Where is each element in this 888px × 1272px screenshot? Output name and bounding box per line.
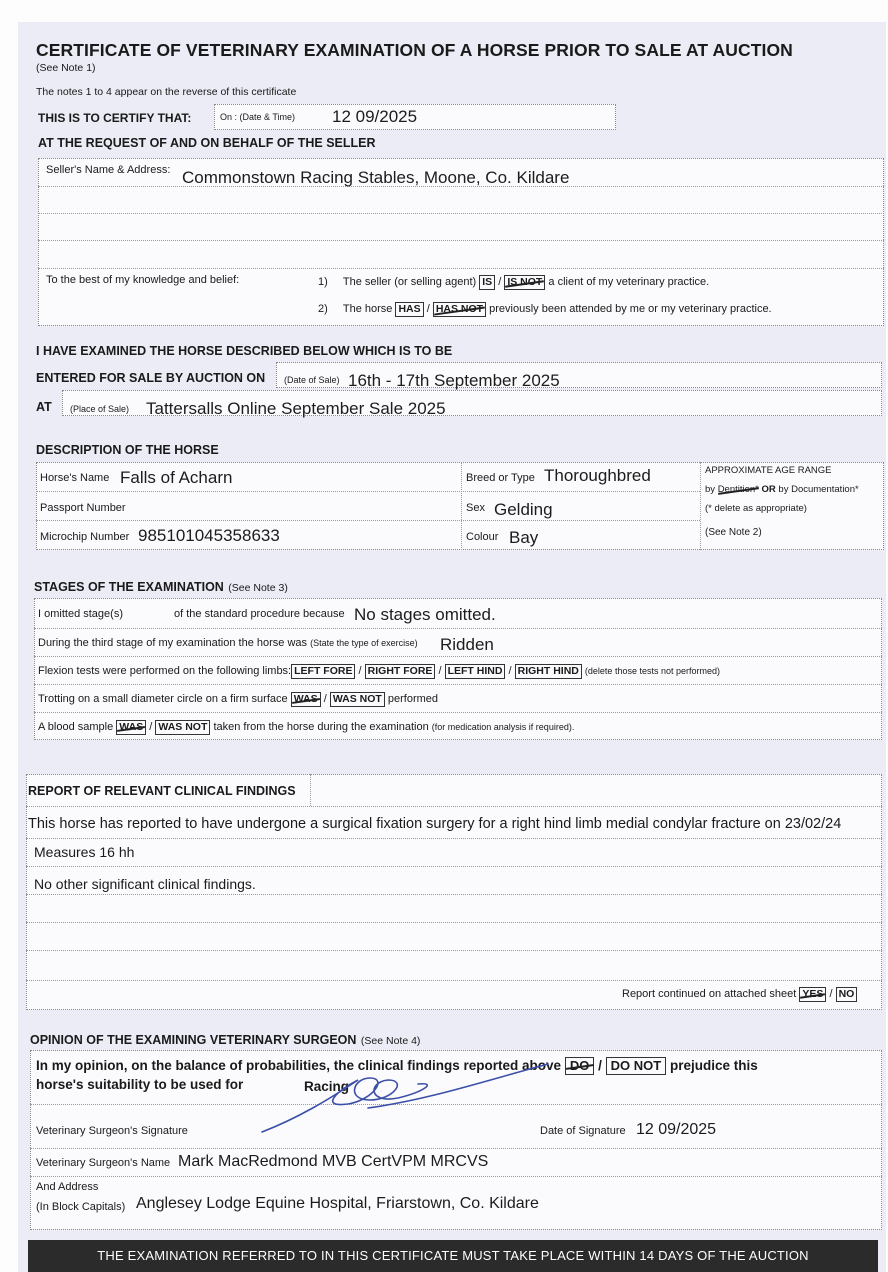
third-stage-value[interactable]: Ridden [440, 635, 494, 654]
entered-label: ENTERED FOR SALE BY AUCTION ON [36, 371, 266, 385]
blood-sep: / [149, 721, 153, 733]
item1-sep: / [498, 276, 502, 288]
seller-is-not-option[interactable]: IS NOT [504, 275, 545, 290]
report-continued-yes-option[interactable]: YES [799, 987, 826, 1002]
trot-label: Trotting on a small diameter circle on a firm surface [38, 693, 288, 705]
stages-heading [34, 578, 288, 596]
page-title: CERTIFICATE OF VETERINARY EXAMINATION OF A HORSE PRIOR TO SALE AT AUCTION [36, 40, 793, 60]
sale-date-value: 16th - 17th September 2025 [348, 371, 560, 390]
seller-item-1 [318, 275, 709, 290]
address-value[interactable]: Anglesey Lodge Equine Hospital, Friarstown, Co. Kildare [136, 1195, 539, 1212]
report-continued-label: Report continued on attached sheet [622, 988, 797, 1000]
date-signature-value[interactable]: 12 09/2025 [636, 1121, 717, 1138]
horse-has-option[interactable]: HAS [395, 302, 423, 317]
age-documentation-option[interactable]: by Documentation* [778, 484, 859, 495]
horse-name-label: Horse's Name [40, 472, 110, 484]
seller-value[interactable]: Commonstown Racing Stables, Moone, Co. Kildare [182, 168, 570, 187]
third-stage-label [38, 637, 418, 649]
trot-was-not-option[interactable]: WAS NOT [330, 692, 385, 707]
blood-was-not-option[interactable]: WAS NOT [155, 720, 210, 735]
opinion-sep: / [598, 1058, 602, 1073]
request-line: AT THE REQUEST OF AND ON BEHALF OF THE SELLER [38, 136, 376, 150]
blood-small: (for medication analysis if required). [431, 722, 575, 732]
omitted-value[interactable]: No stages omitted. [354, 605, 496, 624]
third-stage-text: During the third stage of my examination the horse was [38, 637, 308, 649]
trot-was-option[interactable]: WAS [291, 692, 321, 707]
flexion-note: (delete those tests not performed) [584, 666, 720, 676]
report-block [26, 774, 882, 1010]
blood-was-option[interactable]: WAS [116, 720, 146, 735]
omitted-label-a: I omitted stage(s) [38, 608, 123, 620]
address-label: And Address [36, 1181, 99, 1193]
item1-number: 1) [318, 276, 328, 288]
item1-text: The seller (or selling agent) [342, 276, 477, 288]
trot-row [38, 692, 438, 707]
item2-rest: previously been attended by me or my veterinary practice. [489, 303, 772, 315]
blood-rest: taken from the horse during the examination [213, 721, 429, 733]
blood-label: A blood sample [38, 721, 114, 733]
notes-line: The notes 1 to 4 appear on the reverse of this certificate [36, 86, 297, 98]
age-delete-note: (* delete as appropriate) [705, 503, 807, 514]
opinion-do-option[interactable]: DO [565, 1057, 595, 1075]
examined-line: I HAVE EXAMINED THE HORSE DESCRIBED BELOW WHICH IS TO BE [36, 344, 453, 358]
item1-rest: a client of my veterinary practice. [548, 276, 710, 288]
title-note: (See Note 1) [36, 62, 96, 74]
age-or: OR [761, 484, 776, 495]
age-by: by [705, 484, 716, 495]
colour-value[interactable]: Bay [509, 528, 539, 547]
flexion-row [38, 664, 720, 679]
third-stage-small: (State the type of exercise) [310, 638, 418, 648]
certify-label: THIS IS TO CERTIFY THAT: [38, 111, 192, 125]
seller-is-option[interactable]: IS [479, 275, 495, 290]
sale-date-label: (Date of Sale) [284, 375, 340, 385]
knowledge-label: To the best of my knowledge and belief: [46, 274, 240, 286]
report-continued-no-option[interactable]: NO [836, 987, 858, 1002]
opinion-heading-note: (See Note 4) [360, 1035, 421, 1047]
age-see-note: (See Note 2) [705, 527, 762, 538]
opinion-use-value[interactable]: Racing [304, 1079, 350, 1094]
breed-value[interactable]: Thoroughbred [544, 466, 651, 485]
certify-date-value: 12 09/2025 [332, 107, 418, 126]
microchip-label: Microchip Number [40, 531, 130, 543]
passport-label: Passport Number [40, 502, 126, 514]
flexion-right-hind-option[interactable]: RIGHT HIND [515, 664, 582, 679]
opinion-line-1-text: In my opinion, on the balance of probabilities, the clinical findings reported above [36, 1058, 562, 1073]
horse-has-not-option[interactable]: HAS NOT [433, 302, 486, 317]
report-line-1[interactable]: This horse has reported to have undergone a surgical fixation surgery for a right hind limb medial condylar fracture on 23/02/24 [28, 816, 842, 832]
opinion-heading-text: OPINION OF THE EXAMINING VETERINARY SURGEON [30, 1033, 357, 1047]
sex-value[interactable]: Gelding [494, 500, 553, 519]
stages-heading-text: STAGES OF THE EXAMINATION [34, 580, 224, 594]
stages-heading-note: (See Note 3) [228, 582, 288, 594]
footer-banner: THE EXAMINATION REFERRED TO IN THIS CERTIFICATE MUST TAKE PLACE WITHIN 14 DAYS OF THE AUCTION [28, 1240, 878, 1272]
sale-place-value: Tattersalls Online September Sale 2025 [146, 399, 446, 418]
vet-name-value[interactable]: Mark MacRedmond MVB CertVPM MRCVS [178, 1153, 489, 1170]
opinion-line-2: horse's suitability to be used for [36, 1077, 244, 1092]
flexion-left-fore-option[interactable]: LEFT FORE [291, 664, 355, 679]
sale-place-label: (Place of Sale) [70, 404, 130, 414]
omitted-label-b: of the standard procedure because [174, 608, 345, 620]
age-method [705, 484, 859, 495]
flexion-sep: / [358, 665, 362, 677]
opinion-line-1-end: prejudice this [669, 1058, 758, 1073]
report-line-2[interactable]: Measures 16 hh [34, 844, 135, 860]
report-continued [622, 987, 857, 1002]
address-sub-label: (In Block Capitals) [36, 1201, 126, 1213]
description-heading: DESCRIPTION OF THE HORSE [36, 443, 219, 457]
signature-mark [258, 1060, 558, 1140]
breed-label: Breed or Type [466, 472, 535, 484]
item2-number: 2) [318, 303, 328, 315]
date-signature-label: Date of Signature [540, 1125, 626, 1137]
at-label: AT [36, 400, 52, 414]
colour-label: Colour [466, 531, 499, 543]
signature-label: Veterinary Surgeon's Signature [36, 1125, 188, 1137]
age-dentition-option[interactable]: Dentition* [717, 484, 759, 495]
flexion-sep: / [508, 665, 512, 677]
sex-label: Sex [466, 502, 485, 514]
seller-item-2 [318, 302, 772, 317]
flexion-right-fore-option[interactable]: RIGHT FORE [365, 664, 436, 679]
trot-rest: performed [387, 693, 439, 705]
age-heading: APPROXIMATE AGE RANGE [705, 465, 832, 476]
flexion-left-hind-option[interactable]: LEFT HIND [445, 664, 506, 679]
report-line-3[interactable]: No other significant clinical findings. [34, 876, 256, 892]
opinion-heading [30, 1031, 420, 1049]
blood-row [38, 720, 574, 735]
trot-sep: / [323, 693, 327, 705]
vet-name-label: Veterinary Surgeon's Name [36, 1157, 171, 1169]
report-continued-sep: / [829, 988, 833, 1000]
opinion-do-not-option[interactable]: DO NOT [606, 1057, 667, 1075]
certify-on-label: On : (Date & Time) [220, 112, 296, 122]
microchip-value[interactable]: 985101045358633 [138, 526, 280, 545]
item2-text: The horse [342, 303, 393, 315]
flexion-sep: / [438, 665, 442, 677]
flexion-label: Flexion tests were performed on the following limbs: [38, 665, 292, 677]
report-heading: REPORT OF RELEVANT CLINICAL FINDINGS [28, 784, 296, 798]
seller-label: Seller's Name & Address: [46, 164, 171, 176]
horse-name-value[interactable]: Falls of Acharn [120, 468, 233, 487]
item2-sep: / [426, 303, 430, 315]
